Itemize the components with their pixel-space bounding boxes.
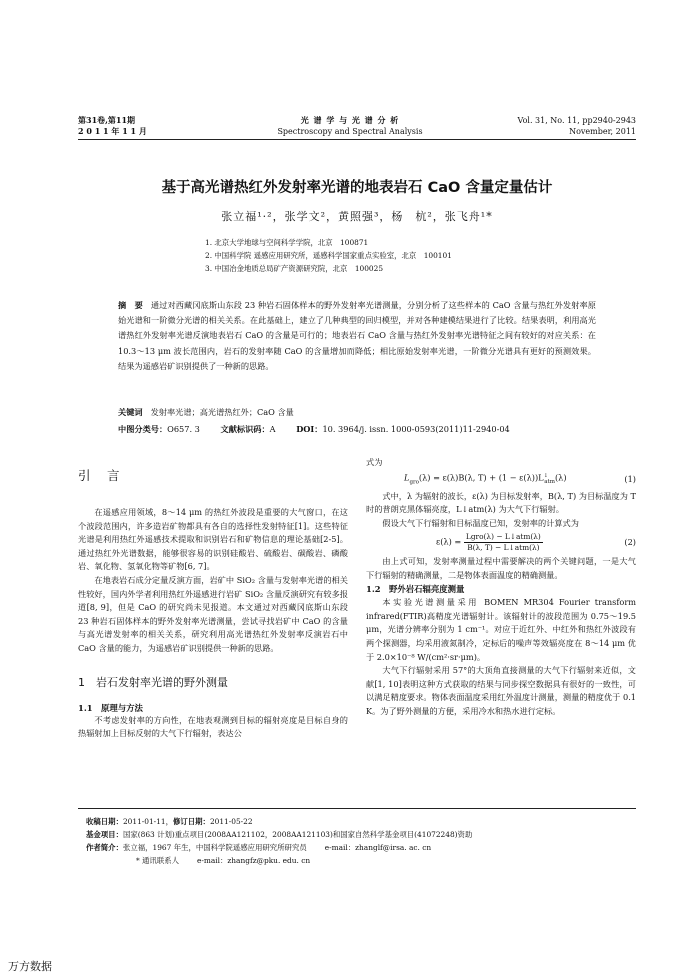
classification — [118, 424, 510, 435]
footnote-rule — [78, 808, 636, 809]
eq2-fraction — [464, 532, 543, 553]
eq2-lhs: ε(λ) = — [436, 536, 462, 547]
section-1-heading: 1 岩石发射率光谱的野外测量 — [78, 675, 228, 689]
subsection-1-1-heading: 1.1 原理与方法 — [78, 702, 143, 713]
fund-label: 基金项目： — [86, 830, 123, 839]
eq1-lhs-sub: gro — [409, 478, 419, 485]
eq2-numerator: Lgro(λ) − L↓atm(λ) — [465, 532, 541, 542]
author-text: 张立福，1967 年生，中国科学院遥感应用研究所研究员 — [122, 843, 307, 852]
intro-body — [78, 506, 348, 656]
para-downwelling: 大气下行辐射采用 57°的大顶角直接测量的大气下行辐射来近似，文献[1, 10]表明这种方式获取的结果与同步探空数据具有很好的一致性，可以满足精度要求。物体表面温度采用红外温度计测量，测量的精度优于 0.1 K。为了野外测量的方便，采用冷水和热水进行定标。 — [366, 665, 636, 716]
fund-text: 国家(863 计划)重点项目(2008AA121102，2008AA121103)和国家自然科学基金项目(41072248)资助 — [122, 830, 473, 839]
equation-1-body — [404, 470, 567, 490]
subsection-1-1-text: 不考虑发射率的方向性，在地表观测到目标的辐射亮度是目标自身的热辐射加上目标反射的大气下行辐射，表达公 — [78, 714, 348, 739]
header-vol-pages: Vol. 31, No. 11, pp2940-2943 — [517, 116, 636, 125]
equation-2-number: (2) — [624, 537, 636, 548]
keywords-text: 发射率光谱；高光谱热红外；CaO 含量 — [150, 407, 294, 417]
watermark: 万方数据 — [8, 960, 52, 973]
affiliation-1: 1. 北京大学地球与空间科学学院，北京 100871 — [205, 238, 369, 247]
affiliation-2: 2. 中国科学院 遥感应用研究所，遥感科学国家重点实验室，北京 100101 — [205, 251, 452, 260]
doccode-label: 文献标识码： — [220, 424, 270, 434]
para-instrument: 本实验光谱测量采用 BOMEN MR304 Fourier transform infrared(FTIR)高精度光谱辐射计。该辐射计的波段范围为 0.75～19.5 μm，光谱分辨率分别为 1 cm⁻¹。对应于近红外、中红外和热红外波段有两个探测器，均采用液氮制冷，定标后的噪声等效辐亮度在 8～14 μm 优于 2.0×10⁻⁸ W/(cm²·sr·μm)。 — [366, 597, 636, 662]
journal-name-cn: 光 谱 学 与 光 谱 分 析 — [300, 115, 400, 125]
header-month: November, 2011 — [569, 127, 636, 136]
eq1-lhs: L — [404, 472, 410, 483]
received-date: 2011-01-11， — [122, 817, 173, 826]
doi-label: DOI： — [296, 424, 323, 434]
footnote — [86, 815, 636, 867]
equation-2-body — [436, 532, 543, 553]
revised-date: 2011-05-22 — [209, 817, 253, 826]
affiliations — [205, 236, 452, 275]
footnote-fund — [86, 828, 636, 841]
keywords-label: 关键词 — [118, 407, 143, 417]
eq2-denominator: B(λ, T) − L↓atm(λ) — [467, 543, 540, 553]
intro-heading: 引 言 — [78, 468, 122, 483]
abstract-text: 通过对西藏冈底斯山东段 23 种岩石固体样本的野外发射率光谱测量，分别分析了这些样本的 CaO 含量与热红外发射率原始光谱和一阶微分光谱的相关关系。在此基础上，建立了几种典型的回归模型，并对各种建模结果进行了比较。结果表明，利用高光谱热红外发射率光谱反演地表岩石 CaO 的含量是可行的；地表岩石 CaO 含量与热红外发射率光谱特征之间有较好的对应关系：在 10.3～13 μm 波长范围内，岩石的发射率随 CaO 的含量增加而降低；相比原始发射率光谱，一阶微分光谱具有更好的预测效果。结果为遥感岩矿识别提供了一种新的思路。 — [118, 300, 596, 371]
left-column — [78, 466, 348, 741]
footnote-author — [86, 841, 636, 854]
subsection-1-2-heading: 1.2 野外岩石辐亮度测量 — [366, 583, 465, 594]
revised-label: 修订日期： — [172, 817, 210, 826]
header-journal — [200, 115, 500, 137]
keywords — [118, 407, 294, 418]
para-key-problems: 由上式可知，发射率测量过程中需要解决的两个关键问题，一是大气下行辐射的精确测量，二是物体表面温度的精确测量。 — [366, 556, 636, 580]
intro-paragraph-1: 在遥感应用领域，8～14 μm 的热红外波段是重要的大气窗口，在这个波段范围内，许多造岩矿物都具有各自的选择性发射特征[1]。这些特征光谱是利用热红外遥感技术提取和识别岩石和矿物信息的理论基础[2-5]。通过热红外光谱数据，能够很容易的识别硅酸岩、硫酸岩、碳酸岩、磷酸岩、氧化物、氢氧化物等矿物[6, 7]。 — [78, 507, 348, 572]
equation-1-number: (1) — [624, 473, 636, 484]
header-volume — [78, 115, 147, 137]
abstract — [118, 298, 596, 374]
corresponding-label: * 通讯联系人 — [136, 856, 179, 865]
intro-paragraph-2: 在地表岩石成分定量反演方面，岩矿中 SiO₂ 含量与发射率光谱的相关性较好，国内外学者利用热红外遥感进行岩矿 SiO₂ 含量反演研究有较多报道[8, 9]，但是 CaO 的研究尚未见报道。本文通过对西藏冈底斯山东段 23 种岩石固体样本的野外发射率光谱测量，尝试寻找岩矿中 CaO 的含量与高光谱发射率的相关关系，研究利用高光谱热红外发射率反演岩石中 CaO 含量的能力，为遥感岩矿识别提供一种新的思路。 — [78, 574, 348, 653]
header-date: 2 0 1 1 年 1 1 月 — [78, 126, 147, 136]
header-rule — [78, 139, 636, 140]
eq-intro: 式为 — [366, 457, 383, 467]
eq1-rhs-sup: ↓ — [543, 472, 549, 479]
doi-value: 10. 3964/j. issn. 1000-0593(2011)11-2940-04 — [322, 424, 510, 434]
doccode-value: A — [269, 424, 276, 434]
author-email: e-mail：zhanglf@irsa. ac. cn — [324, 843, 432, 852]
abstract-label: 摘 要 — [118, 300, 143, 310]
paper-title: 基于高光谱热红外发射率光谱的地表岩石 CaO 含量定量估计 — [161, 180, 553, 196]
right-column — [366, 456, 636, 718]
header-volume-issue: 第31卷,第11期 — [78, 115, 136, 125]
para-emissivity: 假设大气下行辐射和目标温度已知，发射率的计算式为 — [382, 517, 579, 528]
eq1-rhs-sub: atm — [544, 478, 555, 485]
eq1-explanation: 式中，λ 为辐射的波长，ε(λ) 为目标发射率，B(λ, T) 为目标温度为 T 时的普朗克黑体辐亮度，L↓atm(λ) 为大气下行辐射。 — [366, 490, 636, 515]
footnote-dates — [86, 815, 636, 828]
authors: 张立福¹·²，张学文²，黄照强³，杨 杭²，张飞舟¹* — [221, 210, 493, 223]
footnote-corresponding — [86, 854, 636, 867]
eq1-rhs: (λ) = ε(λ)B(λ, T) + (1 − ε(λ))L — [418, 472, 544, 483]
clc-value: O657. 3 — [167, 424, 200, 434]
header-pages — [518, 115, 636, 137]
received-label: 收稿日期： — [86, 817, 123, 826]
affiliation-3: 3. 中国冶金地质总局矿产资源研究院，北京 100025 — [205, 264, 384, 273]
eq1-tail: (λ) — [554, 472, 567, 483]
corresponding-email: e-mail：zhangfz@pku. edu. cn — [197, 856, 311, 865]
clc-label: 中图分类号： — [118, 424, 168, 434]
journal-name-en: Spectroscopy and Spectral Analysis — [277, 127, 423, 136]
equation-2 — [366, 532, 636, 553]
equation-1 — [366, 470, 636, 490]
author-label: 作者简介： — [86, 843, 123, 852]
